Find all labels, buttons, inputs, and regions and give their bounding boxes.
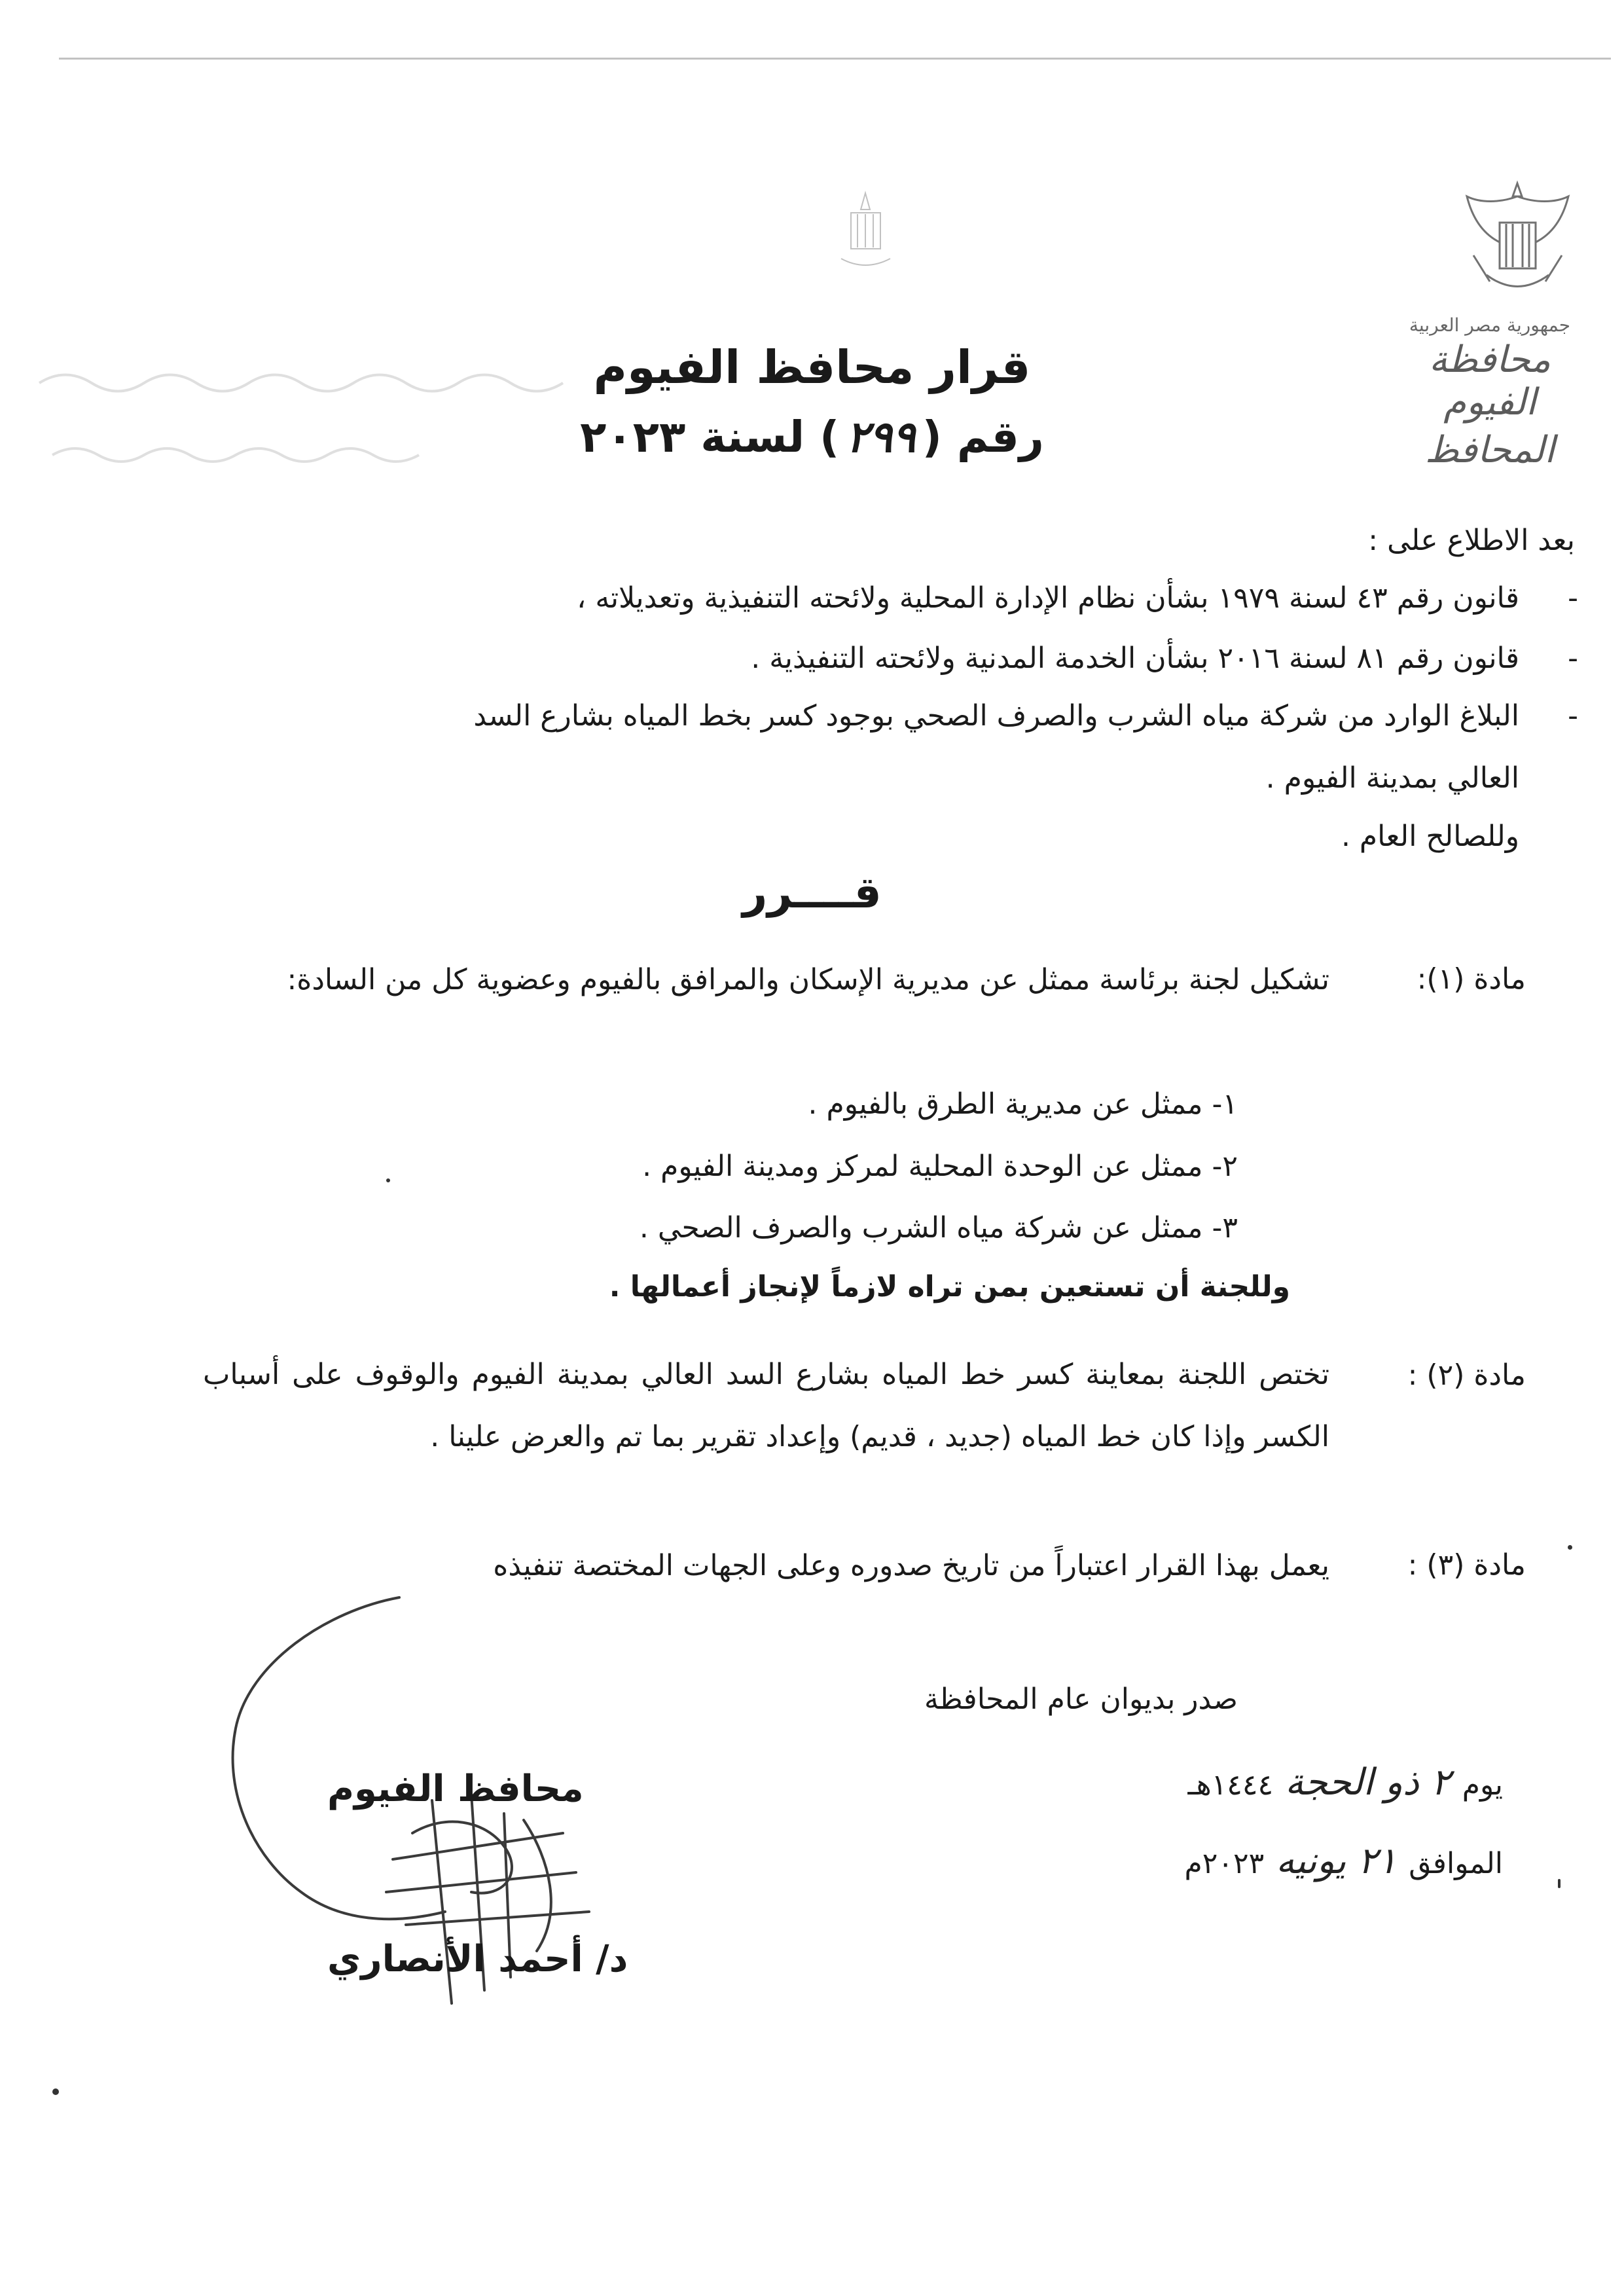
number-prefix: رقم ( — [922, 412, 1044, 462]
article-2-text: تختص اللجنة بمعاينة كسر خط المياه بشارع السد العالي بمدينة الفيوم والوقوف على أسباب الكسر وإذا كان خط المياه (جديد ، قديم) وإعداد تقرير بما تم والعرض علينا . — [203, 1358, 1329, 1453]
hijri-handwritten: ٢ ذو الحجة — [1285, 1761, 1451, 1804]
decides-heading: قــــرر — [742, 867, 882, 918]
preamble-item: - قانون رقم ٤٣ لسنة ١٩٧٩ بشأن نظام الإدارة المحلية ولائحته التنفيذية وتعديلاته ، — [577, 581, 1578, 615]
gregorian-date — [1184, 1840, 1503, 1882]
hijri-date — [1188, 1761, 1503, 1804]
preamble-item: - قانون رقم ٨١ لسنة ٢٠١٦ بشأن الخدمة المدنية ولائحته التنفيذية . — [751, 642, 1578, 675]
article-1-text: تشكيل لجنة برئاسة ممثل عن مديرية الإسكان والمرافق بالفيوم وعضوية كل من السادة: — [287, 963, 1329, 996]
article-2-label: مادة (٢) : — [1407, 1358, 1526, 1392]
governor-name: د/ أحمد الأنصاري — [327, 1938, 628, 1980]
bullet-dash-icon: - — [1568, 642, 1578, 675]
article-1-members — [640, 1074, 1238, 1260]
bullet-dash-icon: - — [1568, 581, 1578, 615]
decree-title — [0, 340, 1624, 462]
article-3-label: مادة (٣) : — [1407, 1548, 1526, 1582]
scan-edge-line — [59, 58, 1611, 60]
bleed-emblem-icon — [828, 187, 903, 275]
bullet-dash-icon: - — [1568, 699, 1578, 733]
issued-at: صدر بديوان عام المحافظة — [924, 1683, 1238, 1716]
member-item: ٢- ممثل عن الوحدة المحلية لمركز ومدينة الفيوم . — [642, 1149, 1238, 1183]
decree-number-line — [0, 411, 1624, 462]
number-suffix: ) لسنة ٢٠٢٣ — [580, 412, 840, 462]
governor-office: المحافظ — [1424, 429, 1555, 471]
title-line: قرار محافظ الفيوم — [593, 340, 1031, 394]
decree-number: ٢٩٩ — [846, 411, 916, 462]
hijri-year: ١٤٤٤هـ — [1187, 1768, 1274, 1802]
article-3-text: يعمل بهذا القرار اعتباراً من تاريخ صدوره وعلى الجهات المختصة تنفيذه — [493, 1549, 1329, 1582]
article-1-note: وللجنة أن تستعين بمن تراه لازماً لإنجاز أعمالها . — [609, 1270, 1290, 1303]
scan-speck — [1568, 1545, 1572, 1550]
preamble-item: - البلاغ الوارد من شركة مياه الشرب والصرف الصحي بوجود كسر بخط المياه بشارع السد — [473, 699, 1578, 733]
member-item: ٣- ممثل عن شركة مياه الشرب والصرف الصحي . — [639, 1211, 1238, 1245]
governor-title: محافظ الفيوم — [327, 1768, 584, 1810]
member-item: ١- ممثل عن مديرية الطرق بالفيوم . — [808, 1087, 1238, 1121]
eagle-emblem-icon — [1460, 177, 1575, 308]
governorate-name: محافظة الفيوم — [1429, 338, 1551, 424]
article-1-label: مادة (١): — [1416, 962, 1526, 996]
scan-speck — [386, 1178, 390, 1182]
gregorian-year: ٢٠٢٣م — [1184, 1847, 1265, 1880]
preamble-item-continuation: العالي بمدينة الفيوم . — [1265, 761, 1519, 795]
day-prefix: يوم — [1462, 1768, 1503, 1802]
gregorian-handwritten: ٢١ يونيه — [1276, 1840, 1398, 1882]
corresponding-prefix: الموافق — [1409, 1847, 1503, 1880]
country-name: جمهورية مصر العربية — [1409, 314, 1571, 336]
public-interest: وللصالح العام . — [1341, 820, 1519, 853]
scan-speck — [52, 2088, 59, 2095]
preamble-intro: بعد الاطلاع على : — [1368, 524, 1575, 557]
scan-speck — [1558, 1879, 1561, 1888]
